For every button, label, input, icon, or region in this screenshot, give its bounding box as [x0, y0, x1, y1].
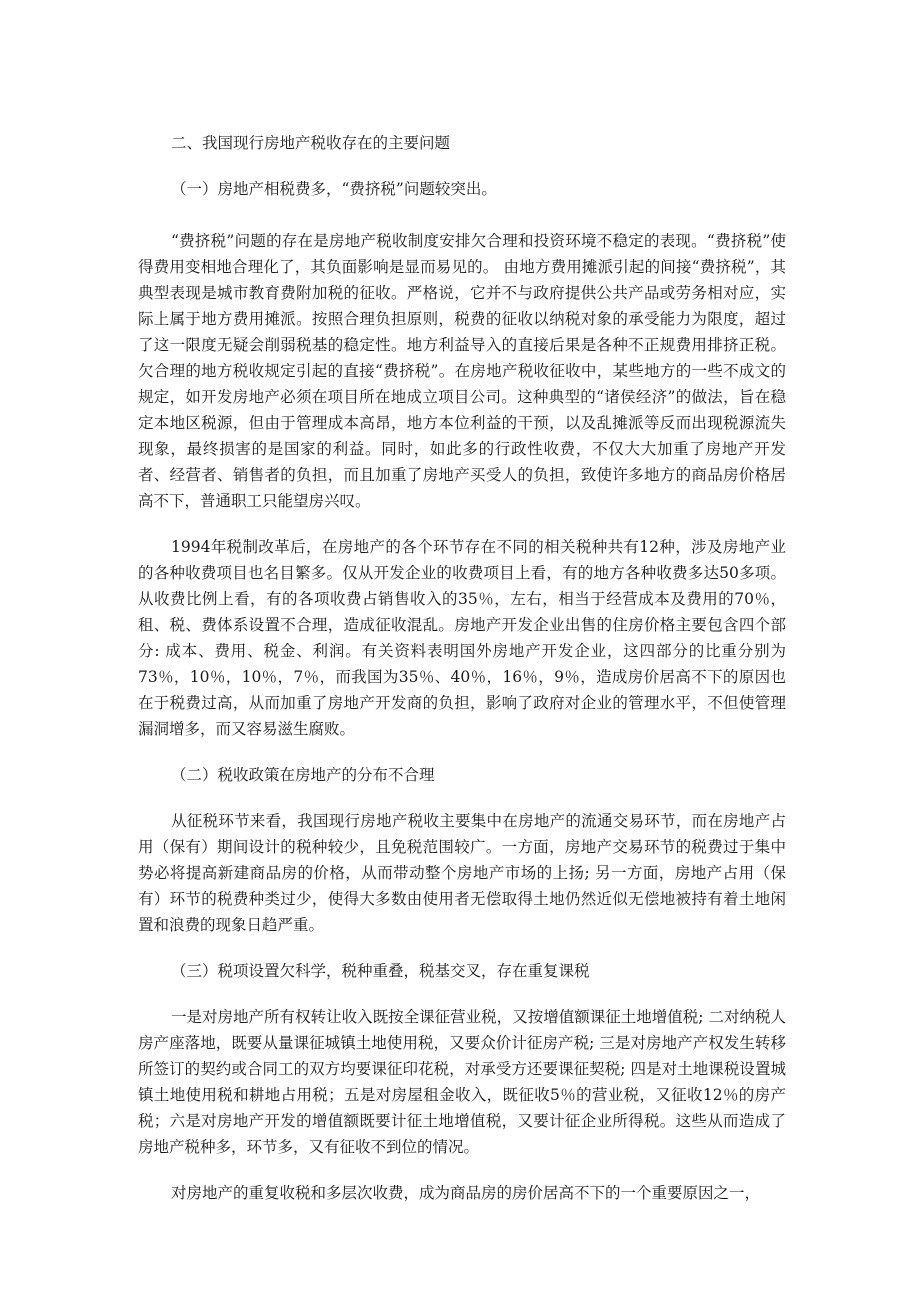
paragraph-3: 从征税环节来看，我国现行房地产税收主要集中在房地产的流通交易环节，而在房地产占用（保有）期间设计的税种较少，且免税范围较广。一方面，房地产交易环节的税费过于集中势必将提高新建商品房的价格，从而带动整个房地产市场的上扬; 另一方面，房地产占用（保有）环节的税费种类过少，使得大多数由使用者无偿取得土地仍然近似无偿地被持有着土地闲置和浪费的现象日趋严重。 — [138, 812, 786, 934]
paragraph-4: 一是对房地产所有权转让收入既按全课征营业税，又按增值额课征土地增值税; 二对纳税人房产座落地，既要从量课征城镇土地使用税，又要众价计征房产税; 三是对房地产产权发生转移所签订的契约或合同工的双方均要课征印花税，对承受方还要课征契税; 四是对土地课税设置城镇土地使用税和耕地占用税；五是对房屋租金收入，既征收5％的营业税，又征收12％的房产税；六是对房地产开发的增值额既要计征土地增值税，又要计征企业所得税。这些从而造成了房地产税种多，环节多，又有征收不到位的情况。 — [138, 1008, 786, 1156]
section-title: 二、我国现行房地产税收存在的主要问题 — [171, 134, 451, 152]
paragraph-5: 对房地产的重复收税和多层次收费，成为商品房的房价居高不下的一个重要原因之一， — [171, 1184, 761, 1202]
paragraph-2: 1994年税制改革后，在房地产的各个环节存在不同的相关税种共有12种，涉及房地产业的各种收费项目也名目繁多。仅从开发企业的收费项目上看，有的地方各种收费多达50多项。从收费比例上看，有的各项收费占销售收入的35％，左右，相当于经营成本及费用的70％，租、税、费体系设置不合理，造成征收混乱。房地产开发企业出售的住房价格主要包含四个部分: 成本、费用、税金、利润。有关资料表明国外房地产开发企业，这四部分的比重分别为73％，10％，10％，7％，而我国为35％、40％，16％，9％，造成房价居高不下的原因也在于税费过高，从而加重了房地产开发商的负担，影响了政府对企业的管理水平，不但使管理漏洞增多，而又容易滋生腐败。 — [138, 538, 786, 738]
document-page — [138, 130, 786, 1206]
subsection-title-1: （一）房地产相税费多，“费挤税”问题较突出。 — [171, 180, 497, 198]
paragraph-1: “费挤税”问题的存在是房地产税收制度安排欠合理和投资环境不稳定的表现。“费挤税”使得费用变相地合理化了，其负面影响是显而易见的。 由地方费用摊派引起的间接“费挤税”，其典型表现是城市教育费附加税的征收。严格说，它并不与政府提供公共产品或劳务相对应，实际上属于地方费用摊派。按照合理负担原则，税费的征收以纳税对象的承受能力为限度，超过了这一限度无疑会削弱税基的稳定性。地方利益导入的直接后果是各种不正规费用排挤正税。 欠合理的地方税收规定引起的直接“费挤税”。在房地产税收征收中，某些地方的一些不成文的规定，如开发房地产必须在项目所在地成立项目公司。这种典型的“诸侯经济”的做法，旨在稳定本地区税源，但由于管理成本高昂，地方本位利益的干预，以及乱摊派等反而出现税源流失现象，最终损害的是国家的利益。同时，如此多的行政性收费，不仅大大加重了房地产开发者、经营者、销售者的负担，而且加重了房地产买受人的负担，致使许多地方的商品房价格居高不下，普通职工只能望房兴叹。 — [138, 232, 786, 510]
subsection-title-3: （三）税项设置欠科学，税种重叠，税基交叉，存在重复课税 — [171, 962, 590, 980]
subsection-title-2: （二）税收政策在房地产的分布不合理 — [171, 766, 435, 784]
